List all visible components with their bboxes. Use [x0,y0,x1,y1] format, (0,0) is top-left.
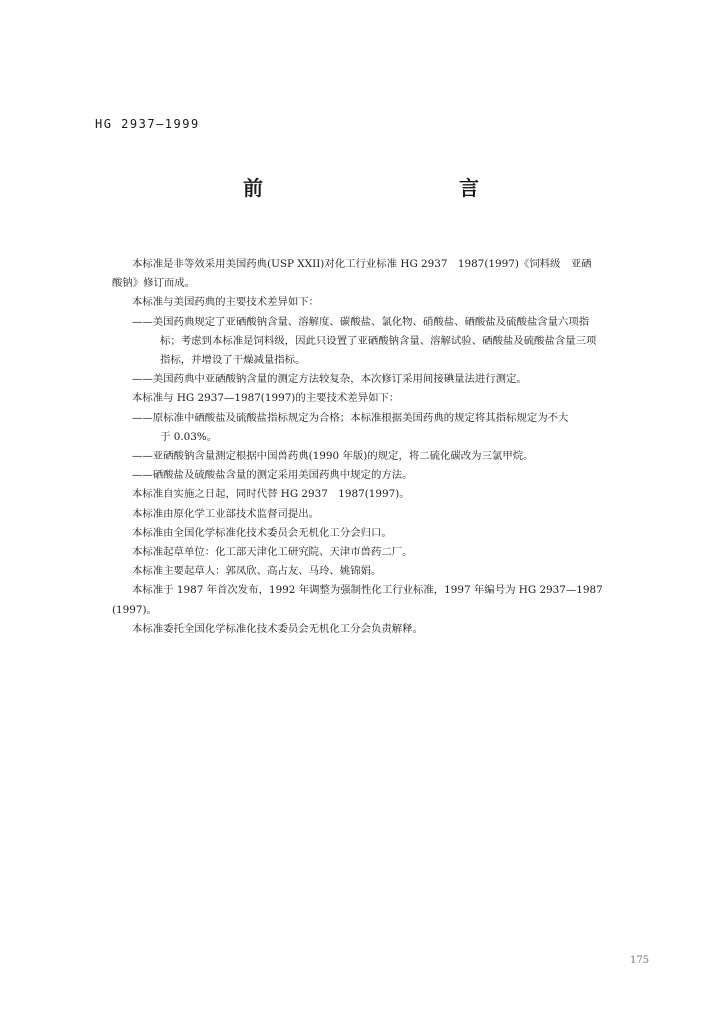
body-line: 酸钠》修订而成。 [112,277,196,290]
body-line: 本标准由原化学工业部技术监督司提出。 [132,507,320,520]
body-text [112,255,702,639]
body-line: 本标准委托全国化学标准化技术委员会无机化工分会负责解释。 [132,622,423,635]
body-line: 本标准于 1987 年首次发布，1992 年调整为强制性化工行业标准，1997 年编号为 HG 2937—1987 [132,584,603,597]
body-line: ——亚硒酸钠含量测定根据中国兽药典(1990 年版)的规定，将二硫化碳改为三氯甲烷。 [132,450,534,463]
page-title: 前 言 [243,176,531,200]
body-line: ——硒酸盐及硫酸盐含量的测定采用美国药典中规定的方法。 [132,469,413,482]
body-line: 本标准起草单位：化工部天津化工研究院、天津市兽药二厂。 [132,546,413,559]
body-line: 指标，并增设了干燥减量指标。 [160,354,306,367]
body-line: 标；考虑到本标准是饲料级，因此只设置了亚硒酸钠含量、溶解试验、硒酸盐及硫酸盐含量三项 [160,334,597,347]
body-line: 本标准是非等效采用美国药典(USP XXII)对化工行业标准 HG 2937 1987(1997)《饲料级 亚硒 [132,258,592,270]
body-line: ——美国药典规定了亚硒酸钠含量、溶解度、碳酸盐、氯化物、硝酸盐、硒酸盐及硫酸盐含量六项指 [132,315,590,328]
standard-code: HG 2937—1999 [95,117,200,131]
body-line: 本标准主要起草人：郭凤欣、高占友、马玲、姚锦娟。 [132,565,382,578]
body-line: 本标准自实施之日起，同时代替 HG 2937 1987(1997)。 [132,488,410,501]
body-line: (1997)。 [112,603,157,616]
body-line: 本标准与美国药典的主要技术差异如下： [132,296,320,309]
page-number: 175 [630,955,650,966]
body-line: 于 0.03%。 [160,430,218,443]
body-line: 本标准由全国化学标准化技术委员会无机化工分会归口。 [132,526,392,539]
body-line: 本标准与 HG 2937—1987(1997)的主要技术差异如下： [132,392,400,405]
body-line: ——原标准中硒酸盐及硫酸盐指标规定为合格；本标准根据美国药典的规定将其指标规定为不大 [132,411,569,424]
body-line: ——美国药典中亚硒酸钠含量的测定方法较复杂，本次修订采用间接碘量法进行测定。 [132,373,527,386]
